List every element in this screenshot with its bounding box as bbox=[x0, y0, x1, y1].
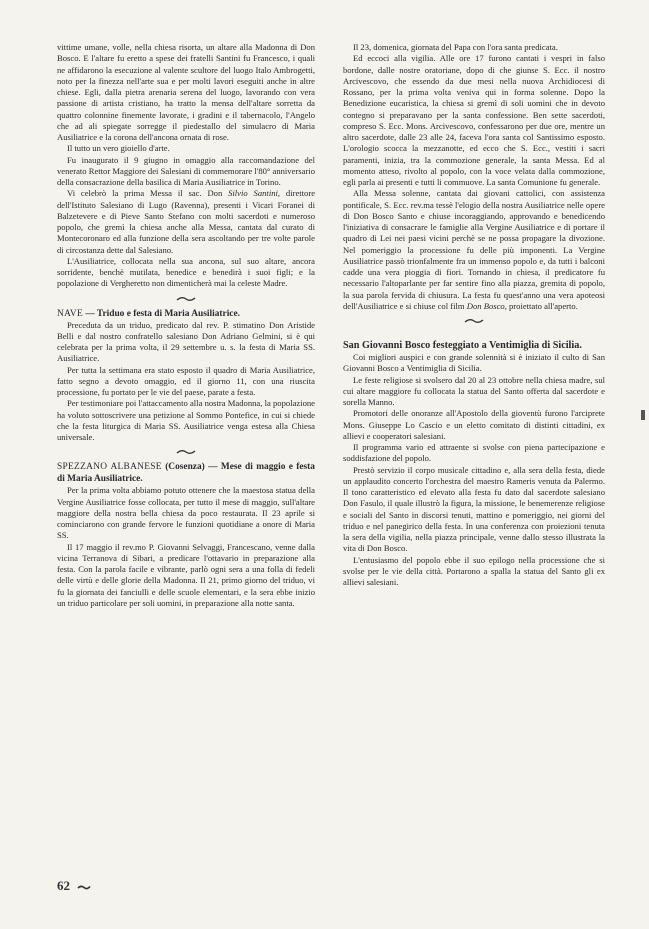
paragraph: Preceduta da un triduo, predicato dal rev. P. stimatino Don Aristide Belli e dal nostro confratello salesiano Don Adriano Gelmini, si è qui celebrata per la prima volta, il 29 settembre u. s. la festa di Maria SS. Ausiliatrice. bbox=[57, 319, 315, 364]
footer-flourish-icon bbox=[77, 879, 91, 895]
heading-title: (Cosenza) — Mese di maggio e festa di Maria Ausiliatrice. bbox=[57, 462, 315, 485]
paragraph: Per testimoniare poi l'attaccamento alla nostra Madonna, la popolazione ha voluto sottoscrivere una petizione al Sommo Pontefice, in cui si chiede che la festa liturgica di Maria SS. Ausiliatrice venga estesa alla Chiesa universale. bbox=[57, 398, 315, 442]
page-number: 62 bbox=[57, 878, 70, 893]
page-footer bbox=[57, 878, 91, 895]
paragraph: Il 23, domenica, giornata del Papa con l'ora santa predicata. bbox=[353, 42, 558, 52]
paragraph: Per la prima volta abbiamo potuto ottenere che la maestosa statua della Vergine Ausiliatrice fosse collocata, per tutto il mese di maggio, sull'altare maggiore della nostra bella chiesa da poco restaurata. Il 23 aprile si cominciarono con grande fervore le funzioni quotidiane a onore di Maria SS. bbox=[57, 485, 315, 541]
heading-title: — Triduo e festa di Maria Ausiliatrice. bbox=[83, 308, 240, 319]
right-column bbox=[343, 42, 605, 588]
paragraph: Il 17 maggio il rev.mo P. Giovanni Selvaggi, Francescano, venne dalla vicina Terranova di Sibari, a predicare l'ottavario in preparazione alla festa. Con la parola facile e vibrante, parlò ogni sera a una folla di fedeli delle virtù e delle glorie della Madonna. Il 21, primo giorno del triduo, vi fu la giornata dei fanciulli e delle scuole elementari, e la sera ebbe inizio un triduo particolare per soli uomini, in preparazione alla notte santa. bbox=[57, 541, 315, 608]
section-flourish-icon bbox=[57, 448, 315, 458]
paragraph: Ed eccoci alla vigilia. Alle ore 17 furono cantati i vespri in falso bordone, dalle nostre oratoriane, dopo di che giunse S. Ecc. il nostro Arcivescovo, che essendo da due mesi nella nuova Archidiocesi di Rossano, per la prima volta veniva qui in forma solenne. Dopo la Benedizione eucaristica, la chiesa si gremì di soli uomini che in devoto contegno si preparavano per la santa confessione. Ben sette sacerdoti, compreso S. Ecc. Mons. Arcivescovo, confessarono per due ore, mentre un altro sacerdote, dalle 23 alle 24, faceva l'ora santa col Santissimo esposto. L'orologio scocca la mezzanotte, ed ecco che S. Ecc., vestiti i sacri paramenti, inizia, tra la commozione generale, la santa Messa. Ed al momento atteso, rivolto al popolo, con la voce velata dalla commozione, egli parla ai presenti e tutti li commuove. La santa Comunione fu generale. bbox=[343, 53, 605, 187]
heading-place: SPEZZANO ALBANESE bbox=[57, 462, 162, 473]
paragraph: Fu inaugurato il 9 giugno in omaggio alla raccomandazione del venerato Rettor Maggiore dei Salesiani di commemorare l'80° anniversario della consacrazione della basilica di Maria Ausiliatrice in Torino. bbox=[57, 154, 315, 187]
heading-place: NAVE bbox=[57, 308, 84, 319]
section-flourish-icon bbox=[57, 295, 315, 305]
section-heading: San Giovanni Bosco festeggiato a Ventimiglia di Sicilia. bbox=[343, 340, 582, 351]
text-run: Alla Messa solenne, cantata dai giovani cattolici, con assistenza pontificale, S. Ecc. rev.ma tessè l'elogio della nostra Ausiliatrice nelle opere di Don Bosco Santo e chiuse incoraggiando, approvando e benedicendo l'iniziativa di consacrare le famiglie alla Vergine Ausiliatrice e di portare il quadro di Lei nei paesi vicini perchè se ne possa propagare la divozione. Nel pomeriggio la processione fu delle più imponenti. La Vergine Ausiliatrice passò trionfalmente fra un immenso popolo e, da tutti i balconi cadde una vera pioggia di fiori. Tornando in chiesa, il predicatore fu necessario l'altoparlante per far sentire fino alla piazza, gremita di popolo, la sua parola fervida di chiusura. La festa fu quest'anno una vera apoteosi dell'Ausiliatrice e si chiuse col film bbox=[343, 188, 605, 311]
section-flourish-icon bbox=[343, 317, 605, 327]
paragraph: Il tutto un vero gioiello d'arte. bbox=[67, 143, 170, 154]
paragraph: Promotori delle onoranze all'Apostolo della gioventù furono l'arciprete Mons. Giuseppe Lo Cascio e un eletto comitato di distinti cittadini, ex allievi e cooperatori salesiani. bbox=[343, 408, 605, 441]
section-heading bbox=[57, 461, 315, 485]
paragraph bbox=[343, 188, 605, 312]
paragraph bbox=[57, 188, 315, 256]
paragraph: Il programma vario ed attraente si svolse con piena partecipazione e soddisfazione del popolo. bbox=[343, 442, 605, 464]
paragraph: Coi migliori auspici e con grande solennità si è iniziato il culto di San Giovanni Bosco a Ventimiglia di Sicilia. bbox=[343, 352, 605, 374]
text-run: Vi celebrò la prima Messa il sac. Don bbox=[67, 188, 229, 199]
section-heading bbox=[57, 308, 315, 320]
italic-name: Silvio Santini bbox=[228, 188, 278, 199]
paragraph: Prestò servizio il corpo musicale cittadino e, alla sera della festa, diede un applaudito concerto l'orchestra del maestro Rameris venuta da Palermo. Il tono caratteristico ed elevato alla festa fu dato dal sacerdote salesiano Don Fasulo, il quale illustrò la figura, la missione, le benemerenze religiose e sociali del Santo in discorsi tenuti, mattino e pomeriggio, nei giorni del triduo e nel panegirico della festa. In una conferenza con proiezioni tenuta la sera della vigilia, nella piazza principale, venne dallo stesso illustrata la vita di Don Bosco. bbox=[343, 464, 605, 554]
paragraph: Le feste religiose si svolsero dal 20 al 23 ottobre nella chiesa madre, sul cui altare maggiore fu collocata la statua del Santo offerta dal sacerdote e sorella Manno. bbox=[343, 374, 605, 407]
paragraph: vittime umane, volle, nella chiesa risorta, un altare alla Madonna di Don Bosco. E l'altare fu eretto a spese dei fratelli Santini fu Francesco, i quali ne affidarono la esecuzione al valente scultore del luogo Italo Ambrogetti, noto per la finezza nell'arte sua e per molti lavori eseguiti anche in altre chiese. Egli, dalla pietra arenaria serena del luogo, lavorando con vera passione di artista cristiano, ha tratto la mensa dell'altare sorretta da quattro colonnine finemente lavorate, i gradini e il tabernacolo, l'Angelo che ad ali spiegate sorregge il piedestallo del simulacro di Maria Ausiliatrice e la corona dell'ancona ornata di rose. bbox=[57, 42, 315, 142]
text-run: , direttore dell'Istituto Salesiano di Lugo (Ravenna), presenti i Vicari Foranei di Balzetevere e di Pieve Santo Stefano con molti sacerdoti e numeroso popolo, che gremì la chiesa anche alla Messa, cantata dal curato di Montecoronaro ed alla funzione della sera ascoltando per tre volte parole di circostanza dette dal Salesiano. bbox=[57, 188, 316, 255]
margin-mark bbox=[641, 410, 645, 420]
paragraph: L'Ausiliatrice, collocata nella sua ancona, sul suo altare, ancora sorridente, benchè mutilata, benedice e benedirà i suoi figli; e la popolazione di Vergheretto non dimenticherà mai la celeste Madre. bbox=[57, 255, 315, 289]
left-column bbox=[57, 42, 315, 609]
paragraph: L'entusiasmo del popolo ebbe il suo epilogo nella processione che si svolse per le vie della città. Portarono a spalla la statua del Santo gli ex allievi salesiani. bbox=[343, 554, 605, 587]
text-run: , proiettato all'aperto. bbox=[504, 300, 578, 311]
paragraph: Per tutta la settimana era stato esposto il quadro di Maria Ausiliatrice, fatto segno a devoto omaggio, ed il giorno 11, con una riuscita processione, fu portato per le vie del paese, parate a festa. bbox=[57, 364, 315, 397]
italic-title: Don Bosco bbox=[466, 300, 505, 311]
